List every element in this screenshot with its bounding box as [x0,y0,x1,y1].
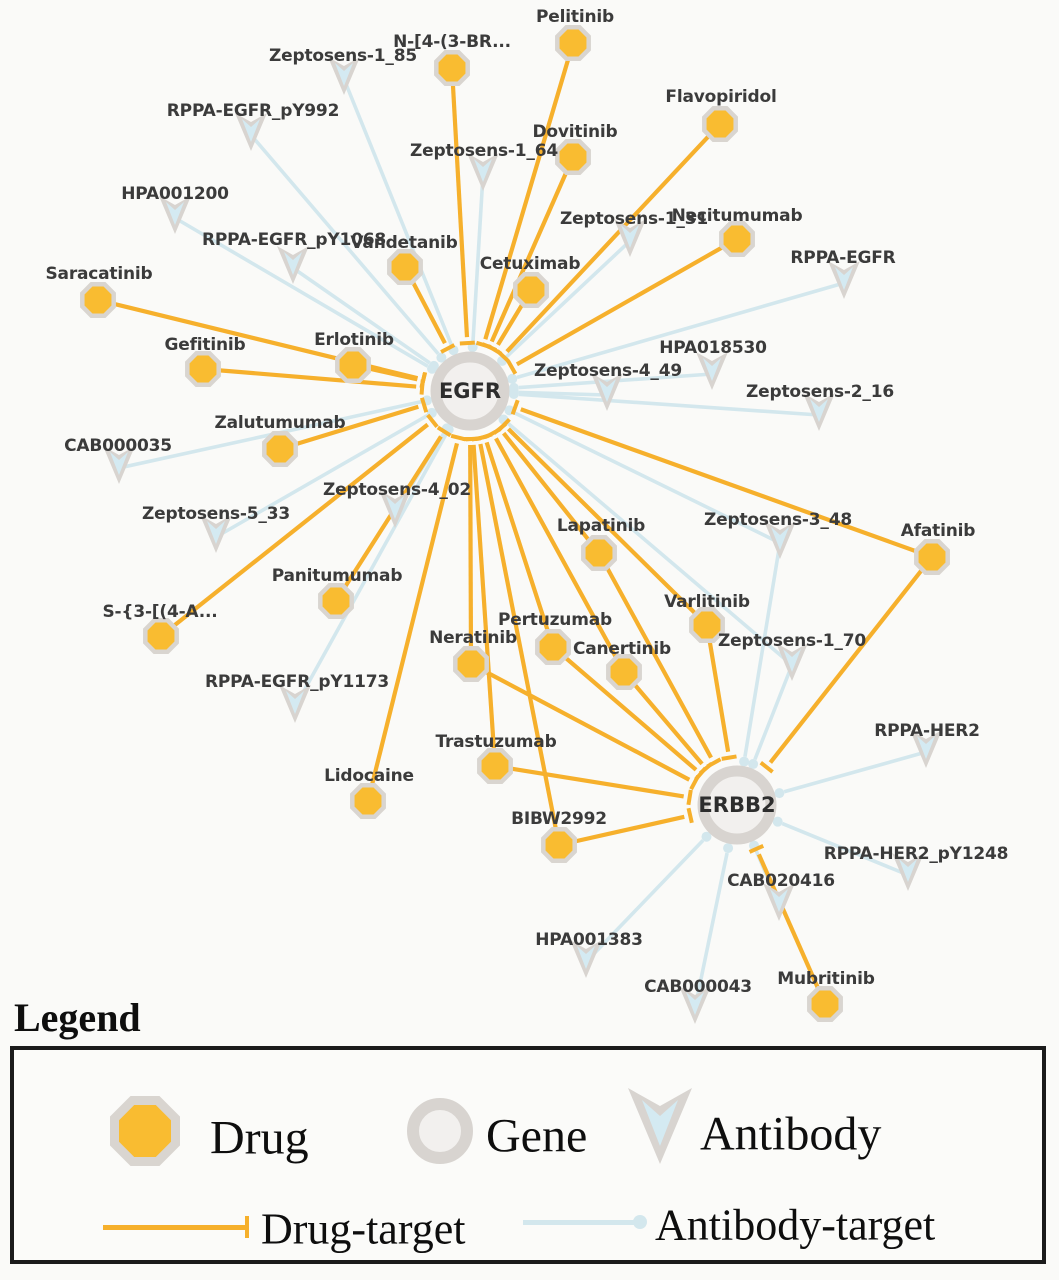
node-label-zalutumumab: Zalutumumab [214,413,346,433]
gene-label-erbb2: ERBB2 [698,793,776,817]
legend-drug-target-bar [245,1216,249,1238]
antibody-edge-dot [723,843,733,853]
drug-node-trastuzumab[interactable] [479,750,510,781]
node-label-zeptosens-2-16: Zeptosens-2_16 [746,382,894,402]
node-label-zeptosens-4-02: Zeptosens-4_02 [323,480,471,500]
drug-node-zalutumumab[interactable] [264,433,295,464]
drug-node-canertinib[interactable] [608,656,639,687]
inhibition-bar [488,346,501,354]
drug-node-mubritinib[interactable] [809,988,840,1019]
node-label-erlotinib: Erlotinib [314,330,394,350]
node-label-zeptosens-5-33: Zeptosens-5_33 [142,504,290,524]
inhibition-bar [508,361,515,374]
node-label-trastuzumab: Trastuzumab [435,732,557,752]
antibody-edge-dot [507,374,517,384]
drug-target-edge [452,68,467,337]
drug-node-erlotinib[interactable] [337,349,368,380]
legend-antibody-target-line [523,1220,637,1225]
node-label-s-3-4-a: S-{3-[(4-A... [102,602,218,622]
drug-node-afatinib[interactable] [916,541,947,572]
drug-node-saracatinib[interactable] [82,284,113,315]
node-label-varlitinib: Varlitinib [664,592,750,612]
node-label-zeptosens-1-70: Zeptosens-1_70 [718,631,866,651]
node-label-n-4-3-br: N-[4-(3-BR... [393,32,511,52]
inhibition-bar [472,437,487,440]
drug-node-gefitinib[interactable] [187,353,218,384]
legend-drug-label: Drug [210,1111,309,1165]
node-label-lidocaine: Lidocaine [324,766,414,786]
legend-drug-target-label: Drug-target [261,1204,466,1254]
drug-node-pertuzumab[interactable] [537,631,568,662]
node-label-rppa-egfr: RPPA-EGFR [790,248,896,268]
legend-antibody-target-dot [633,1215,647,1229]
drug-node-lidocaine[interactable] [352,785,383,816]
drug-node-necitumumab[interactable] [721,223,752,254]
node-label-afatinib: Afatinib [900,521,976,541]
node-label-flavopiridol: Flavopiridol [665,87,777,107]
node-label-zeptosens-1-31: Zeptosens-1_31 [560,209,708,229]
node-label-bibw2992: BIBW2992 [511,809,607,829]
antibody-edge-dot [774,788,784,798]
antibody-edge-dot [739,757,749,767]
antibody-target-edge [784,752,926,792]
node-label-rppa-egfr-py1068: RPPA-EGFR_pY1068 [201,230,387,250]
node-label-zeptosens-1-64: Zeptosens-1_64 [410,141,558,161]
inhibition-bar [486,429,499,436]
inhibition-bar [761,763,773,772]
legend-antibody-label: Antibody [700,1107,882,1161]
node-label-hpa001383: HPA001383 [535,930,643,950]
node-label-mubritinib: Mubritinib [777,969,875,989]
node-label-pelitinib: Pelitinib [536,7,614,27]
inhibition-bar [688,790,690,805]
antibody-node-rppa-egfr-py1068[interactable] [277,246,309,284]
node-label-cetuximab: Cetuximab [479,254,581,274]
legend-antibody-chevron-icon [622,1080,698,1184]
node-label-zeptosens-1-85: Zeptosens-1_85 [269,46,417,66]
legend-drug-target-line [103,1225,245,1230]
gene-label-egfr: EGFR [438,379,502,403]
drug-node-vandetanib[interactable] [389,251,420,282]
legend-title: Legend [14,995,141,1040]
node-label-cab000043: CAB000043 [644,977,752,997]
node-label-panitumumab: Panitumumab [271,566,403,586]
inhibition-bar [700,764,711,774]
drug-target-edge [495,766,684,796]
node-label-neratinib: Neratinib [429,628,517,648]
drug-node-cetuximab[interactable] [515,274,546,305]
legend-drug-octagon-icon [100,1086,190,1176]
legend-antibody-target-label: Antibody-target [655,1200,936,1250]
drug-node-flavopiridol[interactable] [704,108,735,139]
drug-node-lapatinib[interactable] [583,537,614,568]
drug-node-panitumumab[interactable] [320,585,351,616]
drug-node-neratinib[interactable] [455,648,486,679]
node-label-canertinib: Canertinib [572,639,672,659]
node-label-vandetanib: Vandetanib [350,233,458,253]
legend-gene-label: Gene [486,1109,588,1163]
node-label-cab020416: CAB020416 [727,871,835,891]
legend-gene-icon [407,1098,473,1164]
node-label-necitumumab: Necitumumab [671,206,803,226]
node-label-zeptosens-3-48: Zeptosens-3_48 [704,510,852,530]
node-label-dovitinib: Dovitinib [532,122,618,142]
node-label-hpa018530: HPA018530 [659,338,767,358]
node-label-hpa001200: HPA001200 [121,184,229,204]
node-label-rppa-egfr-py1173: RPPA-EGFR_pY1173 [204,672,390,692]
node-label-lapatinib: Lapatinib [556,516,646,536]
node-label-pertuzumab: Pertuzumab [498,610,612,630]
inhibition-bar [722,756,737,758]
node-label-zeptosens-4-49: Zeptosens-4_49 [534,361,682,381]
node-label-rppa-egfr-py992: RPPA-EGFR_pY992 [166,101,340,121]
antibody-edge-dot [748,759,758,769]
node-label-rppa-her2-py1248: RPPA-HER2_pY1248 [823,844,1009,864]
inhibition-bar [689,808,692,823]
labels [46,7,1009,997]
drug-node-n-4-3-br[interactable] [436,52,467,83]
drug-node-dovitinib[interactable] [557,141,588,172]
inhibition-bar [422,373,425,388]
inhibition-bar [460,343,475,344]
node-label-cab000035: CAB000035 [64,436,172,456]
drug-node-pelitinib[interactable] [557,27,588,58]
node-label-gefitinib: Gefitinib [164,335,246,355]
node-label-rppa-her2: RPPA-HER2 [874,721,980,741]
drug-node-bibw2992[interactable] [543,829,574,860]
node-label-saracatinib: Saracatinib [45,264,153,284]
inhibition-bar [451,436,466,440]
drug-node-s-3-4-a[interactable] [145,620,176,651]
antibody-edge-dot [509,389,519,399]
